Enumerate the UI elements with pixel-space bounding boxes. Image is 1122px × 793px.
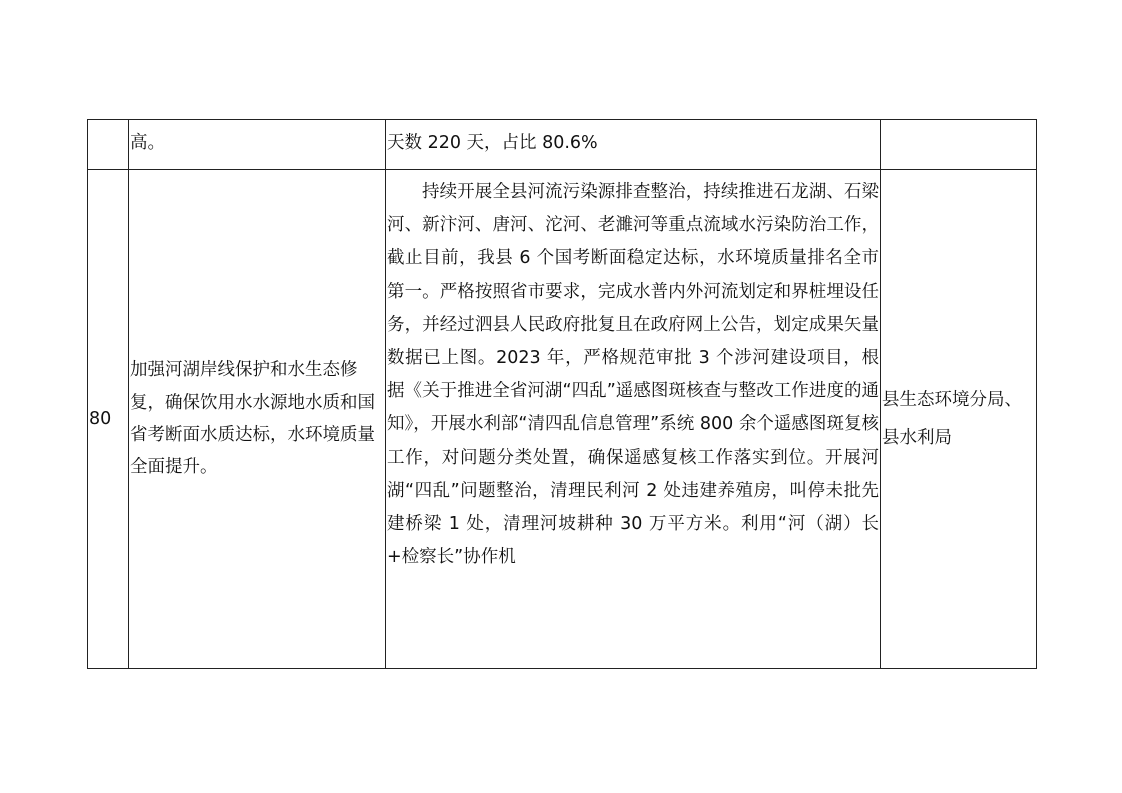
task-text: 加强河湖岸线保护和水生态修复，确保饮用水水源地水质和国省考断面水质达标，水环境质量全面提升。 [130, 360, 375, 478]
table-row [88, 120, 1037, 170]
progress-text: 持续开展全县河流污染源排查整治，持续推进石龙湖、石梁河、新汴河、唐河、沱河、老濉河等重点流域水污染防治工作，截止目前，我县 6 个国考断面稳定达标，水环境质量排名全市第一。严格按照省市要求，完成水普内外河流划定和界桩埋设任务，并经过泗县人民政府批复且在政府网上公告，划定成果矢量数据已上图。2023 年，严格规范审批 3 个涉河建设项目，根据《关于推进全省河湖“四乱”遥感图斑核查与整改工作进度的通知》，开展水利部“清四乱信息管理”系统 800 余个遥感图斑复核工作，对问题分类处置，确保遥感复核工作落实到位。开展河湖“四乱”问题整治，清理民利河 2 处违建养殖房，叫停未批先建桥梁 1 处，清理河坡耕种 30 万平方米。利用“河（湖）长+检察长”协作机 [387, 182, 879, 568]
row-number-cell [88, 120, 129, 170]
task-cell [129, 120, 386, 170]
task-cell [129, 170, 386, 669]
department-cell [881, 170, 1037, 669]
progress-text: 天数 220 天，占比 80.6% [387, 133, 598, 153]
row-number-cell [88, 170, 129, 669]
department-text: 县生态环境分局、县水利局 [882, 390, 1022, 448]
progress-cell [386, 170, 881, 669]
row-number: 80 [89, 408, 112, 429]
progress-cell [386, 120, 881, 170]
task-text: 高。 [130, 133, 165, 153]
table-row [88, 170, 1037, 669]
work-report-table [87, 119, 1037, 669]
department-cell [881, 120, 1037, 170]
